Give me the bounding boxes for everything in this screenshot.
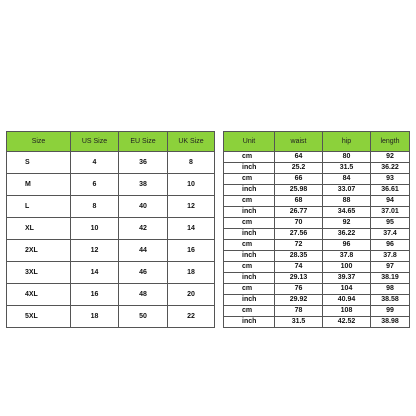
eu-size-cell: 36	[119, 152, 168, 174]
header-size: Size	[7, 132, 71, 152]
hip-cell: 88	[323, 196, 371, 207]
eu-size-cell: 44	[119, 240, 168, 262]
column-gap	[215, 240, 224, 262]
us-size-cell: 4	[71, 152, 119, 174]
length-cell: 94	[371, 196, 410, 207]
header-eu-size: EU Size	[119, 132, 168, 152]
unit-cell: cm	[224, 218, 275, 229]
header-unit: Unit	[224, 132, 275, 152]
length-cell: 38.58	[371, 295, 410, 306]
uk-size-cell: 10	[168, 174, 215, 196]
waist-cell: 70	[275, 218, 323, 229]
header-waist: waist	[275, 132, 323, 152]
waist-cell: 27.56	[275, 229, 323, 240]
length-cell: 97	[371, 262, 410, 273]
waist-cell: 66	[275, 174, 323, 185]
eu-size-cell: 48	[119, 284, 168, 306]
length-cell: 37.01	[371, 207, 410, 218]
hip-cell: 36.22	[323, 229, 371, 240]
unit-cell: inch	[224, 185, 275, 196]
hip-cell: 80	[323, 152, 371, 163]
waist-cell: 78	[275, 306, 323, 317]
table-row	[7, 306, 410, 317]
column-gap	[215, 218, 224, 240]
column-gap	[215, 284, 224, 306]
size-table	[6, 131, 410, 328]
length-cell: 37.4	[371, 229, 410, 240]
length-cell: 37.8	[371, 251, 410, 262]
waist-cell: 25.2	[275, 163, 323, 174]
size-label: XL	[7, 218, 71, 240]
size-label: 2XL	[7, 240, 71, 262]
waist-cell: 31.5	[275, 317, 323, 328]
size-label: 5XL	[7, 306, 71, 328]
unit-cell: inch	[224, 317, 275, 328]
uk-size-cell: 12	[168, 196, 215, 218]
eu-size-cell: 38	[119, 174, 168, 196]
eu-size-cell: 46	[119, 262, 168, 284]
hip-cell: 31.5	[323, 163, 371, 174]
waist-cell: 26.77	[275, 207, 323, 218]
header-us-size: US Size	[71, 132, 119, 152]
column-gap	[215, 174, 224, 196]
unit-cell: inch	[224, 207, 275, 218]
hip-cell: 84	[323, 174, 371, 185]
length-cell: 36.22	[371, 163, 410, 174]
hip-cell: 92	[323, 218, 371, 229]
size-label: 3XL	[7, 262, 71, 284]
hip-cell: 104	[323, 284, 371, 295]
hip-cell: 34.65	[323, 207, 371, 218]
unit-cell: cm	[224, 306, 275, 317]
unit-cell: cm	[224, 284, 275, 295]
uk-size-cell: 18	[168, 262, 215, 284]
uk-size-cell: 16	[168, 240, 215, 262]
uk-size-cell: 22	[168, 306, 215, 328]
unit-cell: cm	[224, 152, 275, 163]
hip-cell: 37.8	[323, 251, 371, 262]
size-label: M	[7, 174, 71, 196]
column-gap	[215, 306, 224, 328]
header-length: length	[371, 132, 410, 152]
length-cell: 38.98	[371, 317, 410, 328]
unit-cell: inch	[224, 229, 275, 240]
column-gap	[215, 196, 224, 218]
unit-cell: inch	[224, 251, 275, 262]
unit-cell: cm	[224, 240, 275, 251]
header-uk-size: UK Size	[168, 132, 215, 152]
header-row	[7, 132, 410, 152]
waist-cell: 72	[275, 240, 323, 251]
length-cell: 96	[371, 240, 410, 251]
unit-cell: cm	[224, 196, 275, 207]
table-row	[7, 218, 410, 229]
uk-size-cell: 20	[168, 284, 215, 306]
unit-cell: inch	[224, 273, 275, 284]
length-cell: 93	[371, 174, 410, 185]
waist-cell: 29.13	[275, 273, 323, 284]
waist-cell: 29.92	[275, 295, 323, 306]
waist-cell: 64	[275, 152, 323, 163]
unit-cell: inch	[224, 163, 275, 174]
us-size-cell: 8	[71, 196, 119, 218]
table-body	[7, 152, 410, 328]
hip-cell: 100	[323, 262, 371, 273]
hip-cell: 96	[323, 240, 371, 251]
unit-cell: cm	[224, 262, 275, 273]
size-label: S	[7, 152, 71, 174]
table-row	[7, 152, 410, 163]
us-size-cell: 10	[71, 218, 119, 240]
us-size-cell: 6	[71, 174, 119, 196]
us-size-cell: 12	[71, 240, 119, 262]
uk-size-cell: 14	[168, 218, 215, 240]
column-gap	[215, 152, 224, 174]
length-cell: 95	[371, 218, 410, 229]
waist-cell: 76	[275, 284, 323, 295]
table-row	[7, 196, 410, 207]
us-size-cell: 18	[71, 306, 119, 328]
size-chart	[6, 131, 410, 328]
length-cell: 38.19	[371, 273, 410, 284]
size-label: 4XL	[7, 284, 71, 306]
eu-size-cell: 42	[119, 218, 168, 240]
table-row	[7, 240, 410, 251]
eu-size-cell: 40	[119, 196, 168, 218]
unit-cell: cm	[224, 174, 275, 185]
uk-size-cell: 8	[168, 152, 215, 174]
hip-cell: 40.94	[323, 295, 371, 306]
length-cell: 98	[371, 284, 410, 295]
waist-cell: 28.35	[275, 251, 323, 262]
table-row	[7, 262, 410, 273]
hip-cell: 42.52	[323, 317, 371, 328]
length-cell: 99	[371, 306, 410, 317]
us-size-cell: 16	[71, 284, 119, 306]
table-row	[7, 284, 410, 295]
eu-size-cell: 50	[119, 306, 168, 328]
us-size-cell: 14	[71, 262, 119, 284]
unit-cell: inch	[224, 295, 275, 306]
length-cell: 92	[371, 152, 410, 163]
header-hip: hip	[323, 132, 371, 152]
hip-cell: 39.37	[323, 273, 371, 284]
hip-cell: 108	[323, 306, 371, 317]
waist-cell: 74	[275, 262, 323, 273]
column-gap	[215, 132, 224, 152]
table-row	[7, 174, 410, 185]
waist-cell: 25.98	[275, 185, 323, 196]
size-label: L	[7, 196, 71, 218]
length-cell: 36.61	[371, 185, 410, 196]
hip-cell: 33.07	[323, 185, 371, 196]
waist-cell: 68	[275, 196, 323, 207]
column-gap	[215, 262, 224, 284]
